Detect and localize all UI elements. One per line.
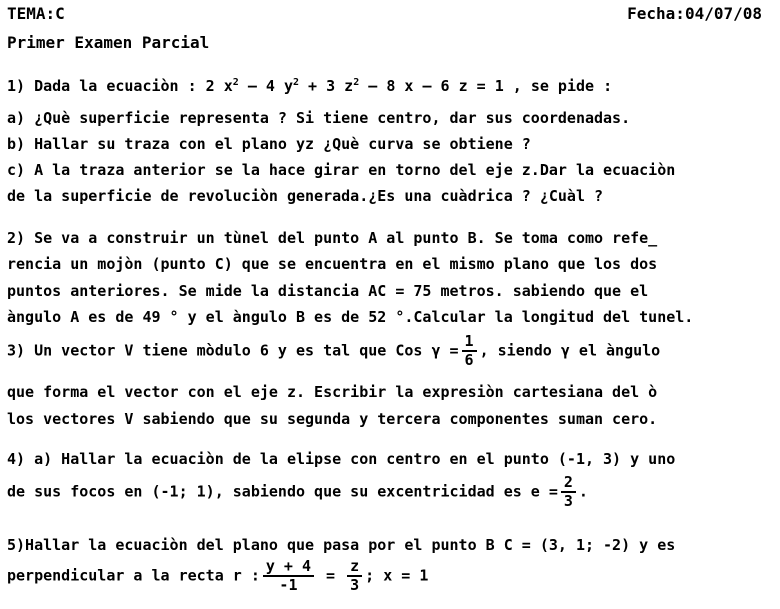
problem-1c-line1: c) A la traza anterior se la hace girar en torno del eje z.Dar la ecuaciòn xyxy=(7,161,676,179)
fraction-one-sixth: $\frac{1}{6}$ xyxy=(462,333,477,369)
problem-1b: b) Hallar su traza con el plano yz ¿Què curva se obtiene ? xyxy=(7,135,531,153)
problem-5-line2: perpendicular a la recta r : $\frac{y + 4}{-1}$ = $\frac{z}{3}$ ; x = 1 xyxy=(7,557,429,594)
problem-3-line2: que forma el vector con el eje z. Escribir la expresiòn cartesiana del ò xyxy=(7,383,658,401)
fraction-z-over-3: $\frac{z}{3}$ xyxy=(347,558,362,594)
problem-2-line2: rencia un mojòn (punto C) que se encuentra en el mismo plano que los dos xyxy=(7,255,658,273)
problem-4-line2: de sus focos en (-1; 1), sabiendo que su excentricidad es e = $\frac{2}{3}$ . xyxy=(7,473,588,510)
fraction-two-thirds: $\frac{2}{3}$ xyxy=(561,474,576,510)
problem-3-line1: 3) Un vector V tiene mòdulo 6 y es tal que Cos γ = $\frac{1}{6}$ , siendo γ el àngulo xyxy=(7,332,661,369)
exam-title: Primer Examen Parcial xyxy=(7,33,210,52)
problem-1a: a) ¿Què superficie representa ? Si tiene centro, dar sus coordenadas. xyxy=(7,109,631,127)
problem-2-line4: àngulo A es de 49 ° y el àngulo B es de 52 °.Calcular la longitud del tunel. xyxy=(7,308,694,326)
fecha-label: Fecha:04/07/08 xyxy=(627,4,762,23)
problem-2-line3: puntos anteriores. Se mide la distancia AC = 75 metros. sabiendo que el xyxy=(7,282,649,300)
problem-3-line3: los vectores V sabiendo que su segunda y tercera componentes suman cero. xyxy=(7,410,658,428)
tema-label: TEMA:C xyxy=(7,4,65,23)
fraction-y-plus-4: $\frac{y + 4}{-1}$ xyxy=(263,558,314,594)
problem-1c-line2: de la superficie de revoluciòn generada.¿Es una cuàdrica ? ¿Cuàl ? xyxy=(7,187,604,205)
problem-5-line1: 5)Hallar la ecuaciòn del plano que pasa por el punto B C = (3, 1; -2) y es xyxy=(7,536,676,554)
problem-4-line1: 4) a) Hallar la ecuaciòn de la elipse con centro en el punto (-1, 3) y uno xyxy=(7,450,676,468)
problem-2-line1: 2) Se va a construir un tùnel del punto A al punto B. Se toma como refe_ xyxy=(7,229,658,247)
problem-1-statement: 1) Dada la ecuaciòn : 2 $x^2 - 4$ $y^2 + 3$ $z^2 - 8$ x – 6 z = 1 , se pide : xyxy=(7,77,613,95)
